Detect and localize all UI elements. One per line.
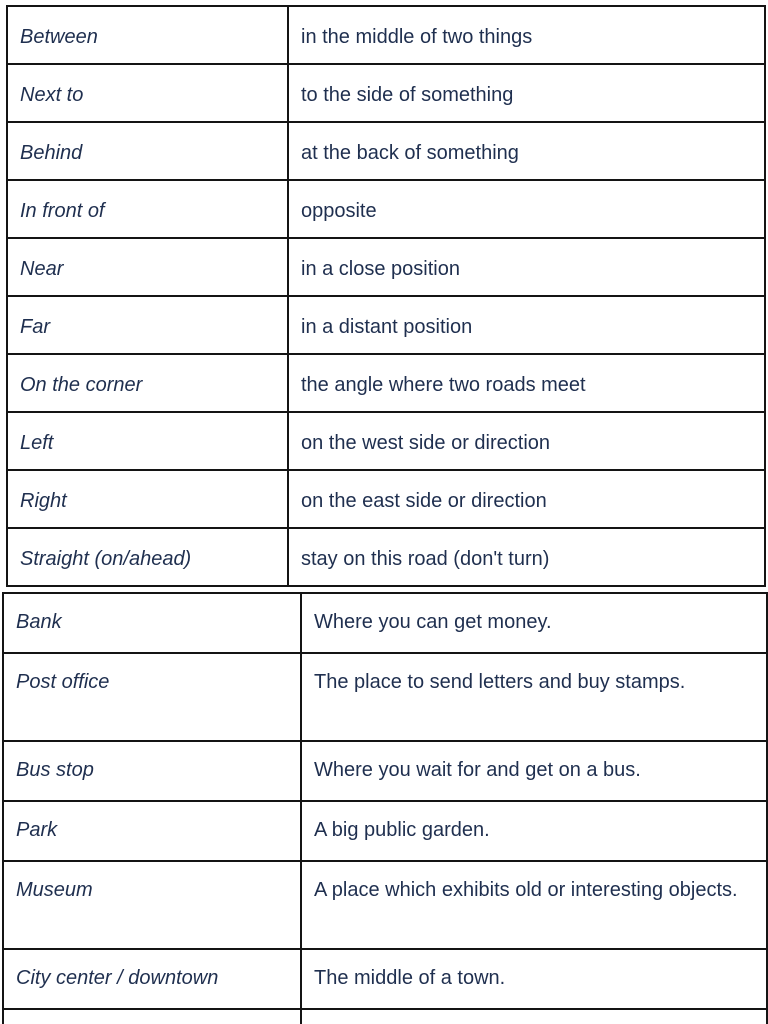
definition-cell: Where you wait for and get on a bus. [301,741,767,801]
definition-cell: in the middle of two things [288,6,765,64]
definition-cell [301,1009,767,1024]
definition-cell: on the east side or direction [288,470,765,528]
term-cell: Park [3,801,301,861]
term-cell [3,1009,301,1024]
table-row [3,861,767,949]
term-cell: Far [7,296,288,354]
prepositions-table [6,5,766,587]
table-row [7,238,765,296]
definition-cell: The place to send letters and buy stamps. [301,653,767,741]
table-row [3,593,767,653]
table-row [3,949,767,1009]
definition-cell: stay on this road (don't turn) [288,528,765,586]
term-cell: Left [7,412,288,470]
table-row [7,354,765,412]
term-cell: Near [7,238,288,296]
term-cell: Bank [3,593,301,653]
table-row [7,6,765,64]
term-cell: Between [7,6,288,64]
term-cell: Next to [7,64,288,122]
table-row [3,653,767,741]
term-cell: Right [7,470,288,528]
table-row [7,412,765,470]
places-table [2,592,768,1024]
table-row [7,528,765,586]
table-row [7,470,765,528]
table-row [3,1009,767,1024]
table-row [7,122,765,180]
term-cell: Behind [7,122,288,180]
table-row [7,180,765,238]
definition-cell: A place which exhibits old or interesting objects. [301,861,767,949]
term-cell: Post office [3,653,301,741]
definition-cell: at the back of something [288,122,765,180]
definition-cell: to the side of something [288,64,765,122]
term-cell: On the corner [7,354,288,412]
term-cell: Bus stop [3,741,301,801]
table-row [7,64,765,122]
definition-cell: The middle of a town. [301,949,767,1009]
definition-cell: A big public garden. [301,801,767,861]
term-cell: City center / downtown [3,949,301,1009]
table-row [3,801,767,861]
definition-cell: on the west side or direction [288,412,765,470]
term-cell: In front of [7,180,288,238]
definition-cell: the angle where two roads meet [288,354,765,412]
definition-cell: in a distant position [288,296,765,354]
term-cell: Straight (on/ahead) [7,528,288,586]
definition-cell: in a close position [288,238,765,296]
definition-cell: opposite [288,180,765,238]
definition-cell: Where you can get money. [301,593,767,653]
table-row [3,741,767,801]
term-cell: Museum [3,861,301,949]
table-row [7,296,765,354]
